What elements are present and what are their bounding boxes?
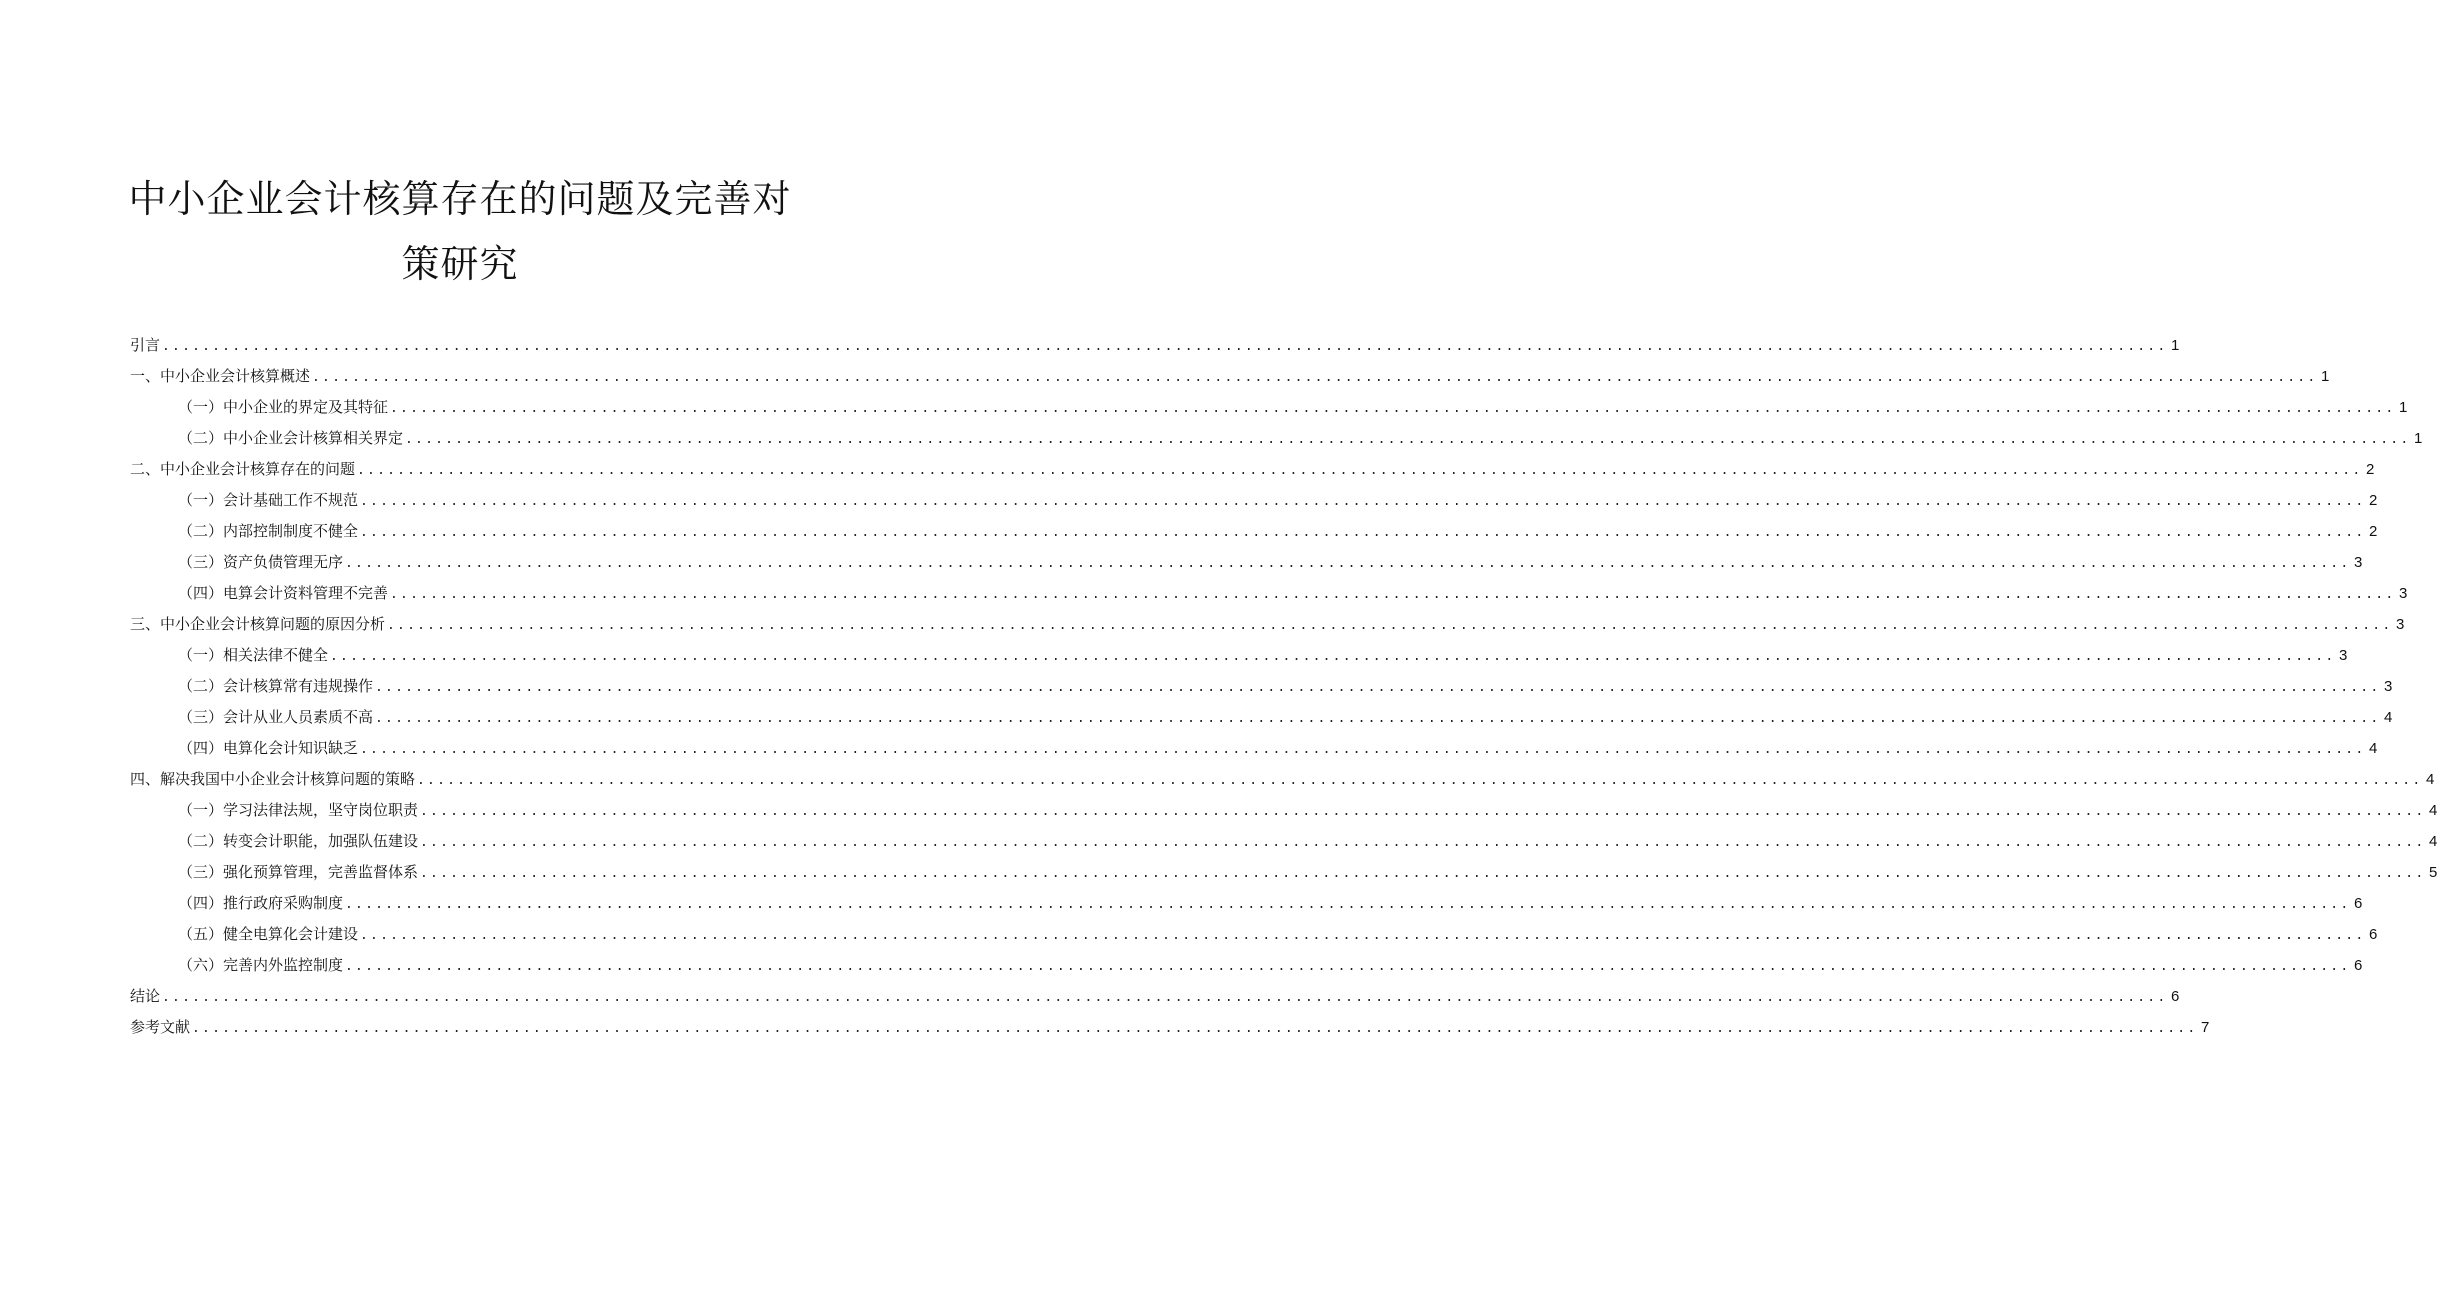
toc-entry[interactable] <box>130 919 2378 950</box>
toc-leader-dots: ........................................................................................................................................................................................................ <box>345 556 2351 571</box>
toc-entry[interactable] <box>130 671 2393 702</box>
toc-entry-label: （四）推行政府采购制度 <box>178 894 344 912</box>
toc-leader-dots: ........................................................................................................................................................................................................ <box>387 618 2393 633</box>
toc-entry-page-number: 3 <box>2339 647 2348 664</box>
toc-entry-label: 二、中小企业会计核算存在的问题 <box>130 460 356 478</box>
toc-entry[interactable] <box>130 857 2437 888</box>
toc-leader-dots: ........................................................................................................................................................................................................ <box>375 711 2381 726</box>
toc-entry[interactable] <box>130 950 2363 981</box>
toc-leader-dots: ........................................................................................................................................................................................................ <box>192 1021 2198 1036</box>
toc-entry-label: 一、中小企业会计核算概述 <box>130 367 311 385</box>
toc-entry-page-number: 4 <box>2384 709 2393 726</box>
toc-entry-label: （五）健全电算化会计建设 <box>178 925 359 943</box>
toc-leader-dots: ........................................................................................................................................................................................................ <box>330 649 2336 664</box>
toc-entry[interactable] <box>130 702 2393 733</box>
toc-entry-label: （一）中小企业的界定及其特征 <box>178 398 389 416</box>
toc-entry-page-number: 6 <box>2354 895 2363 912</box>
toc-entry[interactable] <box>130 795 2437 826</box>
toc-entry[interactable] <box>130 423 2423 454</box>
toc-entry-page-number: 4 <box>2429 833 2437 850</box>
document-title-line-1: 中小企业会计核算存在的问题及完善对 <box>128 177 792 221</box>
toc-leader-dots: ........................................................................................................................................................................................................ <box>405 432 2411 447</box>
toc-entry-label: （四）电算化会计知识缺乏 <box>178 739 359 757</box>
toc-leader-dots: ........................................................................................................................................................................................................ <box>390 587 2396 602</box>
toc-leader-dots: ........................................................................................................................................................................................................ <box>162 339 2168 354</box>
document-title-line-2: 策研究 <box>401 242 519 286</box>
toc-leader-dots: ........................................................................................................................................................................................................ <box>420 835 2426 850</box>
toc-entry[interactable] <box>130 640 2348 671</box>
toc-entry-label: （四）电算会计资料管理不完善 <box>178 584 389 602</box>
toc-entry-page-number: 1 <box>2414 430 2423 447</box>
toc-entry-page-number: 2 <box>2369 523 2378 540</box>
toc-entry-label: 结论 <box>130 987 161 1005</box>
toc-entry-page-number: 1 <box>2399 399 2408 416</box>
toc-entry-page-number: 4 <box>2369 740 2378 757</box>
toc-entry-page-number: 3 <box>2399 585 2408 602</box>
toc-entry-label: （二）中小企业会计核算相关界定 <box>178 429 404 447</box>
toc-entry-page-number: 6 <box>2354 957 2363 974</box>
toc-entry-label: （三）会计从业人员素质不高 <box>178 708 374 726</box>
toc-leader-dots: ........................................................................................................................................................................................................ <box>357 463 2363 478</box>
toc-entry-page-number: 5 <box>2429 864 2437 881</box>
toc-leader-dots: ........................................................................................................................................................................................................ <box>360 525 2366 540</box>
toc-entry-page-number: 4 <box>2426 771 2435 788</box>
toc-entry-label: （一）相关法律不健全 <box>178 646 329 664</box>
toc-entry-page-number: 2 <box>2366 461 2375 478</box>
toc-entry-label: 三、中小企业会计核算问题的原因分析 <box>130 615 386 633</box>
toc-leader-dots: ........................................................................................................................................................................................................ <box>345 897 2351 912</box>
toc-entry-page-number: 1 <box>2321 368 2330 385</box>
toc-entry-label: （二）转变会计职能，加强队伍建设 <box>178 832 419 850</box>
toc-entry-label: （二）内部控制制度不健全 <box>178 522 359 540</box>
toc-entry[interactable] <box>130 764 2435 795</box>
table-of-contents <box>130 330 2437 1043</box>
toc-entry-label: （一）学习法律法规，坚守岗位职责 <box>178 801 419 819</box>
toc-entry[interactable] <box>130 733 2378 764</box>
toc-entry[interactable] <box>130 485 2378 516</box>
toc-leader-dots: ........................................................................................................................................................................................................ <box>390 401 2396 416</box>
toc-entry[interactable] <box>130 1012 2210 1043</box>
toc-entry-page-number: 1 <box>2171 337 2180 354</box>
toc-entry[interactable] <box>130 578 2408 609</box>
toc-leader-dots: ........................................................................................................................................................................................................ <box>312 370 2318 385</box>
toc-entry-label: 参考文献 <box>130 1018 191 1036</box>
toc-entry[interactable] <box>130 361 2330 392</box>
toc-entry-page-number: 3 <box>2384 678 2393 695</box>
toc-entry-label: （三）强化预算管理，完善监督体系 <box>178 863 419 881</box>
toc-entry[interactable] <box>130 888 2363 919</box>
toc-leader-dots: ........................................................................................................................................................................................................ <box>360 494 2366 509</box>
toc-entry[interactable] <box>130 826 2437 857</box>
toc-entry[interactable] <box>130 547 2363 578</box>
toc-entry-label: （一）会计基础工作不规范 <box>178 491 359 509</box>
toc-entry[interactable] <box>130 330 2180 361</box>
toc-entry-label: （二）会计核算常有违规操作 <box>178 677 374 695</box>
toc-leader-dots: ........................................................................................................................................................................................................ <box>417 773 2423 788</box>
toc-entry-page-number: 7 <box>2201 1019 2210 1036</box>
toc-leader-dots: ........................................................................................................................................................................................................ <box>162 990 2168 1005</box>
toc-entry-page-number: 6 <box>2369 926 2378 943</box>
toc-leader-dots: ........................................................................................................................................................................................................ <box>375 680 2381 695</box>
toc-leader-dots: ........................................................................................................................................................................................................ <box>345 959 2351 974</box>
toc-entry[interactable] <box>130 981 2180 1012</box>
toc-entry-page-number: 3 <box>2396 616 2405 633</box>
toc-entry[interactable] <box>130 454 2375 485</box>
toc-leader-dots: ........................................................................................................................................................................................................ <box>420 804 2426 819</box>
toc-entry-page-number: 6 <box>2171 988 2180 1005</box>
toc-entry-page-number: 2 <box>2369 492 2378 509</box>
toc-entry[interactable] <box>130 516 2378 547</box>
toc-entry-label: （三）资产负债管理无序 <box>178 553 344 571</box>
toc-leader-dots: ........................................................................................................................................................................................................ <box>420 866 2426 881</box>
toc-leader-dots: ........................................................................................................................................................................................................ <box>360 742 2366 757</box>
toc-entry[interactable] <box>130 609 2405 640</box>
toc-entry-label: 四、解决我国中小企业会计核算问题的策略 <box>130 770 416 788</box>
toc-entry-label: （六）完善内外监控制度 <box>178 956 344 974</box>
toc-entry-page-number: 4 <box>2429 802 2437 819</box>
toc-leader-dots: ........................................................................................................................................................................................................ <box>360 928 2366 943</box>
toc-entry[interactable] <box>130 392 2408 423</box>
toc-entry-page-number: 3 <box>2354 554 2363 571</box>
toc-entry-label: 引言 <box>130 336 161 354</box>
